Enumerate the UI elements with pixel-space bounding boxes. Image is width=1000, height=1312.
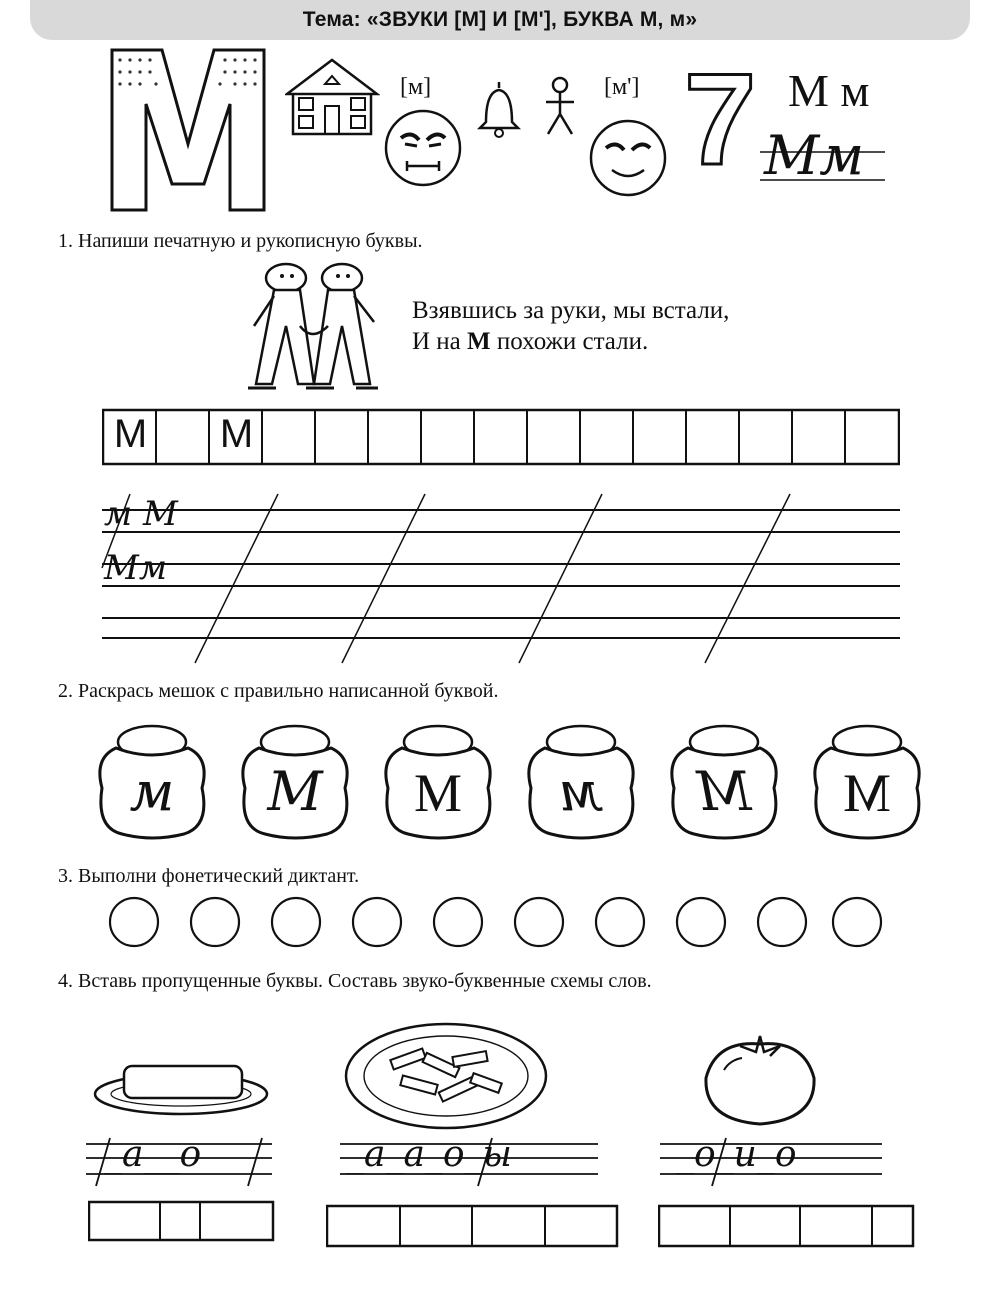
sack-letter: М [696,760,752,823]
sack[interactable] [807,718,927,846]
script-sample-bottom: Мм [104,548,168,588]
stick-figure-icon [540,76,580,138]
butter-dish-icon [92,1060,270,1120]
poem-line-1: Взявшись за руки, мы встали, [412,297,730,324]
poem [412,295,729,357]
sound-soft-label: [м'] [604,74,640,100]
word-pattern-2: _а_а_о_ы [346,1134,512,1175]
sack-letter: М [267,760,323,823]
word-pattern-1: _а__о [104,1134,202,1175]
task4-instruction: 4. Вставь пропущенные буквы. Составь звуко-буквенные схемы слов. [58,970,652,992]
dancing-letters-illustration [246,256,386,398]
soft-sound-face-icon [588,118,668,198]
sack[interactable] [664,718,784,846]
task2-instruction: 2. Раскрась мешок с правильно написанной буквой. [58,680,499,702]
hard-sound-face-icon [383,108,463,188]
sack[interactable] [521,718,641,846]
script-letter-pair: Мм [764,124,865,187]
sack-letter: м [129,760,175,823]
scheme-boxes-1[interactable] [88,1200,276,1244]
scheme-boxes-3[interactable] [658,1204,916,1250]
sack-letter: м [558,760,604,823]
dictation-circles[interactable] [106,896,886,950]
sack[interactable] [378,718,498,846]
digit-seven: 7 [684,46,757,192]
handwriting-lines [100,488,905,668]
house-icon [285,54,380,138]
sack[interactable] [235,718,355,846]
task1-instruction: 1. Напиши печатную и рукописную буквы. [58,230,423,252]
sack-letter: М [843,763,892,823]
sample-print-letter: М [113,412,148,456]
print-letter-pair: М м [788,65,870,116]
task3-instruction: 3. Выполни фонетический диктант. [58,865,360,887]
bell-icon [474,78,524,138]
tomato-icon [700,1030,820,1128]
big-letter-text [100,44,275,216]
scheme-boxes-2[interactable] [326,1204,620,1250]
word-pattern-3: _о_и_о [676,1134,797,1175]
sack[interactable] [92,718,212,846]
sample-print-letter: М [219,412,254,456]
script-sample-top: м М [104,494,178,534]
page-title: Тема: «ЗВУКИ [М] И [М'], БУКВА М, м» [302,8,698,31]
title-bar [30,0,970,40]
pasta-plate-icon [343,1020,549,1132]
sacks-row [92,718,922,846]
sack-letter: М [413,763,462,823]
sound-hard-label: [м] [400,74,432,100]
empty-cell [157,412,210,457]
poem-line-2: И на М похожи стали. [412,328,649,355]
